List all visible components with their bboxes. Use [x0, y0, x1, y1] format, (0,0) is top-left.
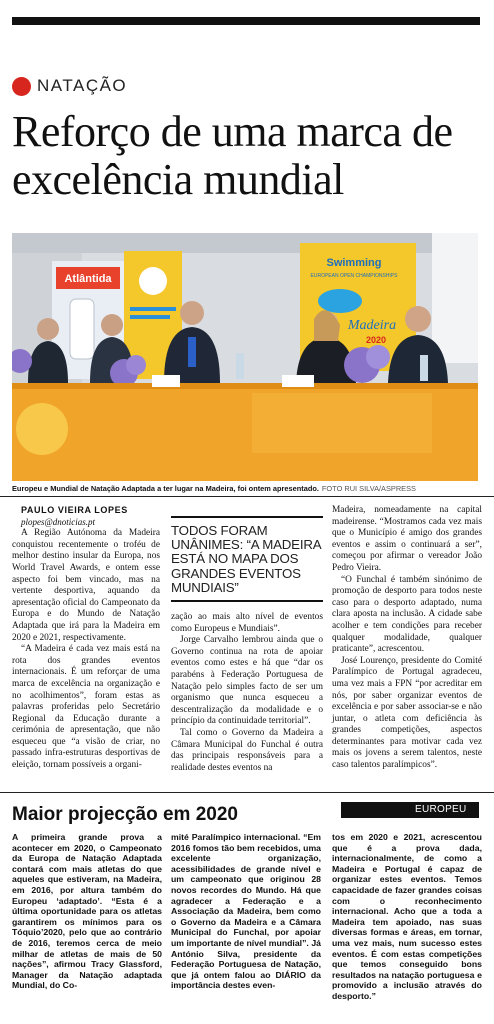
top-rule: [12, 17, 480, 25]
poster-city: Madeira: [347, 318, 397, 333]
paragraph: zação ao mais alto nível de eventos como Europeus e Mundiais”.: [171, 612, 323, 634]
section-header: [12, 76, 127, 96]
photo-credit: FOTO RUI SILVA/ASPRESS: [321, 484, 416, 493]
caption-text: Europeu e Mundial de Natação Adaptada a ter lugar na Madeira, foi ontem apresentado.: [12, 484, 319, 493]
box-title: Maior projecção em 2020: [12, 804, 238, 825]
paragraph: “O Funchal é também sinónimo de promoção de desporto para todos neste caso para o desporto adaptado, numa clara aposta na inclusão. A cidade sabe acolher e tem condições para receber qualquer modalidade, qualquer praticante”, acrescentou.: [332, 574, 482, 655]
pull-quote: TODOS FORAM UNÂNIMES: “A MADEIRA ESTÁ NO MAPA DOS GRANDES EVENTOS MUNDIAIS”: [171, 516, 323, 602]
article-column-1: [12, 505, 160, 772]
paragraph: “A Madeira é cada vez mais está na rota dos grandes eventos internacionais. É um reforçar de uma marca de excelência na organização e no acolhimentos”, foram estas as palavras proferidas pelo Secretário Regional da Educação durante a cerimónia de apresentação, que não esqueceu que “a visão de criar, no passado infra-estruturas desportivas de eleição, tornam possíveis a organi-: [12, 644, 160, 771]
byline-author: PAULO VIEIRA LOPES: [21, 505, 128, 515]
paragraph: Jorge Carvalho lembrou ainda que o Governo continua na rota de apoiar eventos como estes e há que “dar os parabéns à Federação Portuguesa de Natação pelo simples facto de ser um organismo que nunca esqueceu a descentralização da modalidade e o princípio da continuidade territorial”.: [171, 635, 323, 727]
poster-event: EUROPEAN OPEN CHAMPIONSHIPS: [310, 273, 398, 279]
banner-brand: Atlântida: [64, 273, 112, 285]
article-column-2: [171, 612, 323, 774]
box-rule: [0, 792, 494, 793]
article-column-3: [332, 505, 482, 772]
photo-caption: [12, 484, 482, 493]
box-column-1: [12, 832, 162, 991]
byline-email: plopes@dnoticias.pt: [21, 516, 96, 527]
headline: Reforço de uma marca de excelência mundial: [12, 107, 453, 204]
paragraph: A Região Autónoma da Madeira conquistou recentemente o troféu de melhor destino insular da Europa, nos World Travel Awards, e ontem esse aspecto foi bem vincado, mas na vertente desportiva, aquando da apresentação oficial do Campeonato da Europa e do Mundo de Natação Adaptada que irá para la Madeira em 2020 e 2021, respectivamente.: [12, 528, 160, 643]
press-conference-illustration: [12, 233, 478, 481]
box-paragraph: tos em 2020 e 2021, acrescentou que é a prova dada, internacionalmente, de como a Madeira e Portugal é capaz de organizar estes eventos. Temos capacidade de fazer grandes coisas com o reconhecimento internacional. Acho que a toda a Madeira tem apoiado, nas suas diversas formas e áreas, em tornar, uma vez mais, num sucesso estes eventos. É com estas competições que temos conseguido bons resultados na natação portuguesa e promovido a inclusão através do desporto.”: [332, 832, 482, 1001]
section-dot-icon: [12, 77, 31, 96]
box-column-3: [332, 832, 482, 1002]
box-tag: EUROPEU: [341, 802, 479, 818]
box-column-2: [171, 832, 321, 991]
section-label: NATAÇÃO: [37, 76, 128, 95]
paragraph: Madeira, nomeadamente na capital madeirense. “Mostramos cada vez mais que o Município é amigo dos grandes eventos e assim o continuará a ser”, começou por afirmar o vereador João Pedro Vieira.: [332, 505, 482, 573]
box-paragraph: A primeira grande prova a acontecer em 2020, o Campeonato da Europa de Natação Adaptada contará com mais atletas do que aqueles que estiveram, na Madeira, em 2016, por altura também do Europeu ‘adaptado’. “Esta é a última oportunidade para os atletas garantirem os mínimos para os Tóquio’2020, pelo que ao contrário de 2016, teremos cerca de meio milhar de atletas de mais de 50 nações”, afirmou Tracy Glassford, Manager da Natação adaptada Mundial, do Co-: [12, 832, 162, 991]
article-photo: [12, 233, 478, 481]
caption-rule: [0, 496, 494, 497]
box-paragraph: mité Paralímpico internacional. “Em 2016 fomos tão bem recebidos, uma excelente organização, acessibilidades de grande nível e um campeonato que originou 28 novos recordes do Mundo. Há que agradecer a Federação e a Associação da Madeira, bem como o Governo da Madeira e a Câmara Municipal do Funchal, por apoiar um importante de nível mundial”. Já António Silva, presidente da Federação Portuguesa de Natação, que já ontem falou ao DIÁRIO da importância destes even-: [171, 832, 321, 991]
paragraph: Tal como o Governo da Madeira a Câmara Municipal do Funchal é outra das principais responsáveis para a realidade destes eventos na: [171, 727, 323, 773]
poster-brand: Swimming: [326, 257, 382, 269]
paragraph: José Lourenço, presidente do Comité Paralímpico de Portugal agradeceu, uma vez mais a FPN “por acreditar em nós, por saber organizar eventos de excelência e por saber associar-se e não juntar, o atleta com deficiência às grandes competições, aspectos determinantes para motivar cada vez mais os jovens a serem talentos, neste caso talentos paralímpicos”.: [332, 655, 482, 771]
poster-year: 2020: [365, 335, 387, 345]
